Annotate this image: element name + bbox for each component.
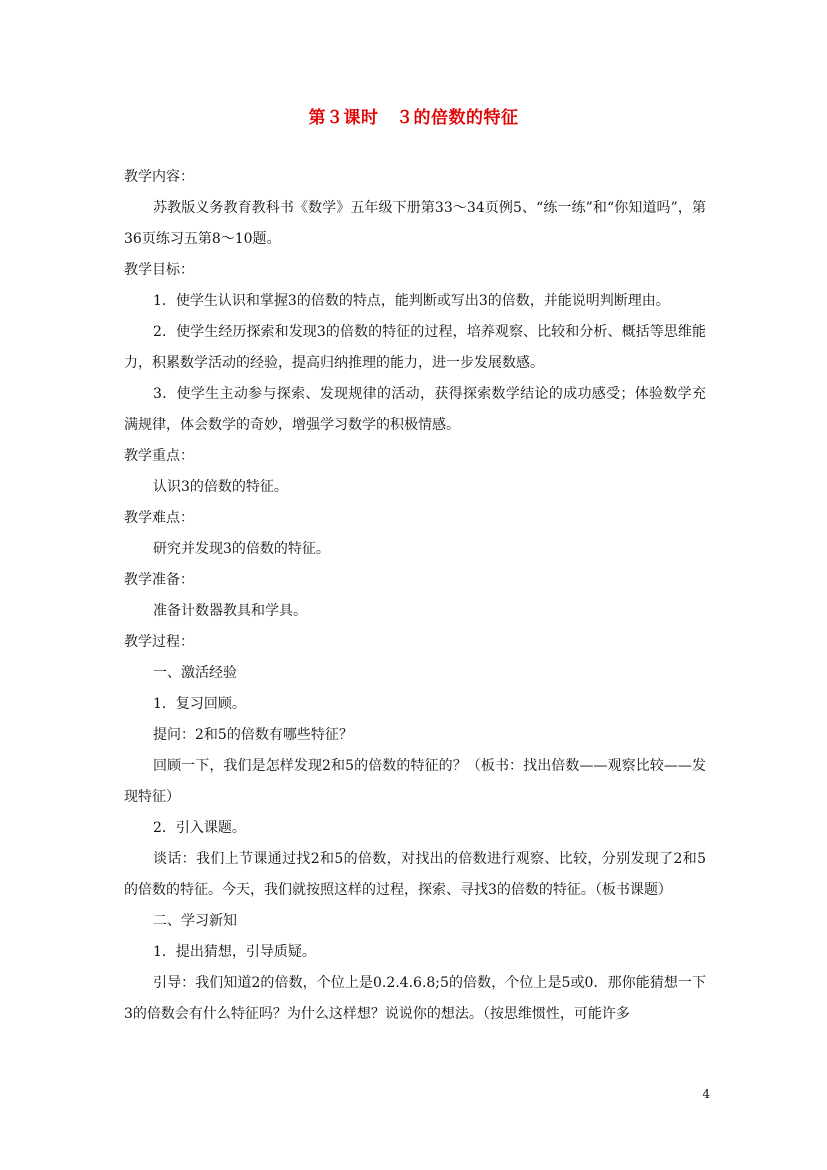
body-paragraph: 苏教版义务教育教科书《数学》五年级下册第33～34页例5、“练一练”和“你知道吗”，第36页练习五第8～10题。 — [124, 200, 706, 247]
body-paragraph: 引导：我们知道2的倍数，个位上是0.2.4.6.8;5的倍数，个位上是5或0．那你能猜想一下3的倍数会有什么特征吗？为什么这样想？说说你的想法。（按思维惯性，可能许多 — [124, 975, 706, 1022]
body-paragraph: 回顾一下，我们是怎样发现2和5的倍数的特征的？（板书：找出倍数——观察比较——发现特征） — [124, 758, 706, 805]
lesson-title: 第３课时 ３的倍数的特征 — [308, 108, 519, 128]
body-paragraph: 一、激活经验 — [153, 665, 237, 681]
section-heading: 教学重点： — [124, 448, 194, 464]
section-heading: 教学准备： — [124, 572, 194, 588]
body-paragraph: 谈话：我们上节课通过找2和5的倍数，对找出的倍数进行观察、比较，分别发现了2和5的倍数的特征。今天，我们就按照这样的过程，探索、寻找3的倍数的特征。（板书课题） — [124, 851, 706, 898]
section-heading: 教学目标： — [124, 262, 194, 278]
body-paragraph: 2．使学生经历探索和发现3的倍数的特征的过程，培养观察、比较和分析、概括等思维能力，积累数学活动的经验，提高归纳推理的能力，进一步发展数感。 — [124, 324, 706, 371]
body-paragraph: 认识3的倍数的特征。 — [153, 479, 288, 495]
lesson-body — [124, 162, 706, 1030]
section-heading: 教学过程： — [124, 634, 194, 650]
body-paragraph: 1．复习回顾。 — [153, 696, 246, 712]
section-heading: 教学内容： — [124, 169, 194, 185]
body-paragraph: 准备计数器教具和学具。 — [153, 603, 307, 619]
section-heading: 教学难点： — [124, 510, 194, 526]
body-paragraph: 2．引入课题。 — [153, 820, 246, 836]
body-paragraph: 提问：2和5的倍数有哪些特征？ — [153, 727, 353, 743]
page-number: 4 — [702, 1087, 710, 1101]
body-paragraph: 研究并发现3的倍数的特征。 — [153, 541, 330, 557]
body-paragraph: 二、学习新知 — [153, 913, 237, 929]
body-paragraph: 1．提出猜想，引导质疑。 — [153, 944, 316, 960]
body-paragraph: 1．使学生认识和掌握3的倍数的特点，能判断或写出3的倍数，并能说明判断理由。 — [153, 293, 670, 309]
body-paragraph: 3．使学生主动参与探索、发现规律的活动，获得探索数学结论的成功感受；体验数学充满规律，体会数学的奇妙，增强学习数学的积极情感。 — [124, 386, 706, 433]
